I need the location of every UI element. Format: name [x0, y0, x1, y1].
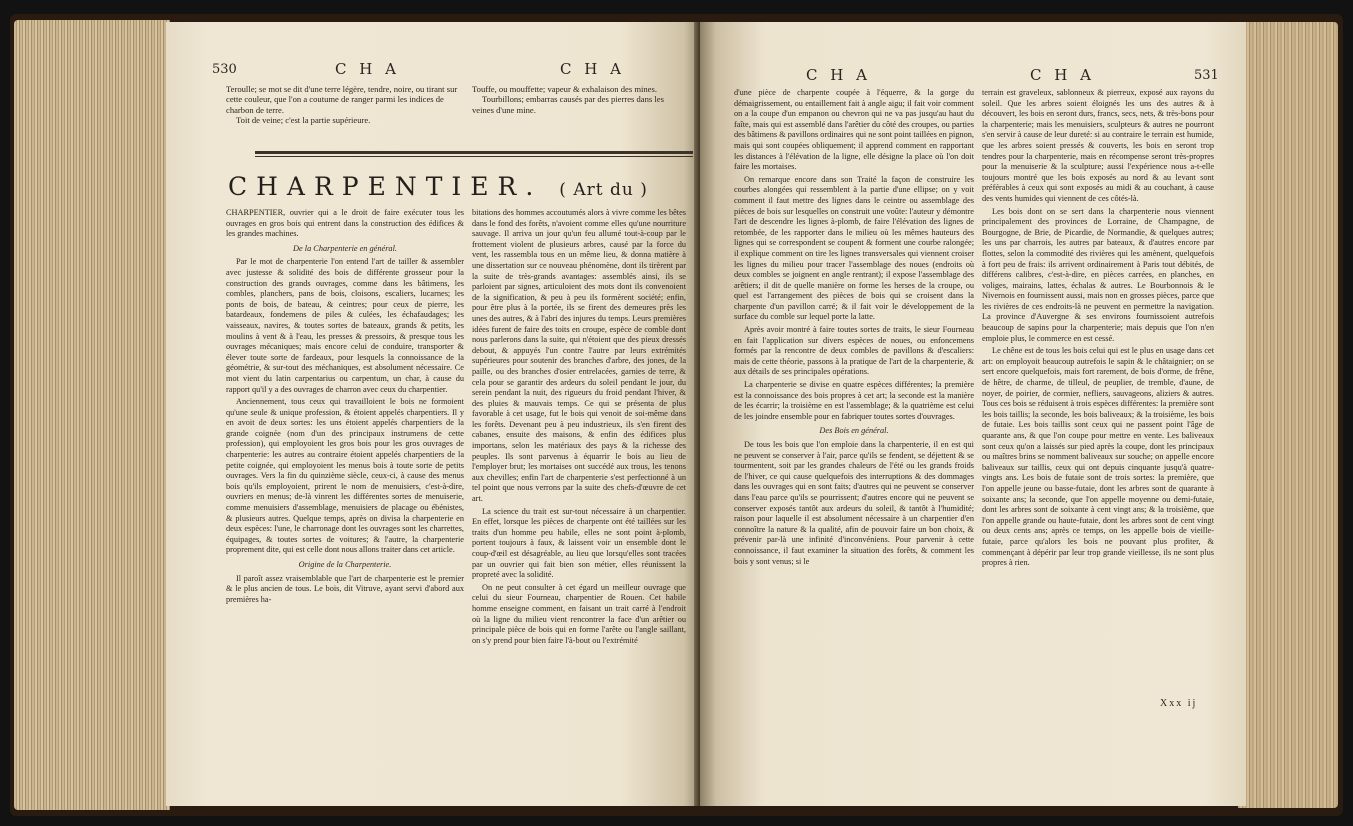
entry-toit-de-veine: Toit de veine; c'est la partie supérieure.: [236, 115, 371, 126]
running-head-right-col2: C H A: [1030, 66, 1095, 84]
title-rule-bottom: [255, 156, 693, 157]
entry-teroulle: Teroulle; se mot se dit d'une terre légère, tendre, noire, ou tirant sur cette couleur, que l'on a coutume de ranger parmi les indices de charbon de terre.: [226, 84, 458, 115]
signature-mark: Xxx ij: [1160, 698, 1198, 709]
entry-touffe: Touffe, ou mouffette; vapeur & exhalaison des mines.: [472, 84, 657, 94]
article-title-text: CHARPENTIER.: [228, 172, 543, 201]
section-heading-general: De la Charpenterie en général.: [293, 243, 397, 253]
paragraph: Il paroît assez vraisemblable que l'art de charpenterie est le premier & le plus ancien de tous. Le bois, dit Vitruve, ayant servi d'abord aux premières ha-: [226, 573, 464, 604]
paragraph: La science du trait est sur-tout nécessaire à un charpentier. En effet, lorsque les pièces de charpente ont été taillées sur les traits d'un homme peu habile, elles ne sont point à-plomb, portent toujours à faux, & laissent voir un ensemble dont le coup-d'œil est désagréable, au lieu que lorsqu'elles sont tracées par un ouvrier qui fait bien son métier, elles réunissent la propreté avec la solidité.: [472, 506, 686, 580]
page-number-left: 530: [212, 62, 237, 77]
running-head-left-col1: C H A: [335, 60, 400, 78]
paragraph: On ne peut consulter à cet égard un meilleur ouvrage que celui du sieur Fourneau, charpentier de Rouen. Cet habile homme enseigne comment, en faisant un trait carré à l'endroit où la ligne du milieu vient rencontrer la face d'un arêtier ou principale pièce de bois qui en forme l'arête ou l'angle saillant, on s'y prend pour bien faire l'à-bout ou l'extrémité: [472, 582, 686, 645]
article-title: [228, 172, 698, 201]
paragraph: La charpenterie se divise en quatre espèces différentes; la première est la connoissance des bois propres à cet art; la seconde est la manière de les écarrir; la troisième en est l'assemblage; & la quatrième est celui de les joindre ensemble pour en fabriquer toutes sortes d'ouvrages.: [734, 380, 974, 421]
paragraph: terrain est graveleux, sablonneux & pierreux, exposé aux rayons du soleil. Que les arbres soient éloignés les uns des autres & à découvert, les bois en seront durs, francs, secs, nets, & très-bons pour la charpenterie; mais les menuisiers, sculpteurs & autres ne pourront s'en servir à cause de leur dureté: si au contraire le terrain est humide, que les arbres soient pressés & couverts, les bois en seront trop tendres pour la charpenterie, mais en récompense seront très-propres pour la menuiserie & la sculpture; aussi l'expérience nous a-t-elle toujours montré que les bois exposés au nord & au levant sont préférables à ceux qui sont exposés au midi & au couchant, à cause des vents humides qui viennent de ces côtés-là.: [982, 88, 1214, 203]
title-rule-top: [255, 151, 693, 154]
right-page-column-2: [982, 88, 1214, 694]
article-subtitle: ( Art du ): [559, 180, 648, 200]
paragraph: Après avoir montré à faire toutes sortes de traits, le sieur Fourneau en fait l'application sur divers espèces de noues, ou enfoncemens formés par la rencontre de deux combles de pavillons & d'escaliers: mais de cette théorie, passons à la pratique de l'art de la charpenterie, & aux détails de ses principales opérations.: [734, 325, 974, 377]
right-page-column-1: [734, 88, 974, 708]
entry-tourbillons: Tourbillons; embarras causés par des pierres dans les veines d'une mine.: [472, 94, 664, 115]
left-page-column-1: [226, 208, 464, 678]
left-page-column-2: [472, 208, 686, 678]
paragraph: De tous les bois que l'on emploie dans la charpenterie, il en est qui ne peuvent se conserver à l'air, parce qu'ils se fendent, se déjettent & se tourmentent, soit par les grandes chaleurs de l'été ou les grands froids de l'hiver, ce qui cause quelquefois des interruptions & des dommages dans les ouvrages qui en sont faits; d'autres qui ne peuvent se conserver dans l'eau parce qu'ils se pourrissent; d'autres encore qui ne peuvent se conserver exposés tantôt aux ardeurs du soleil, & tantôt à l'humidité; raison pour laquelle il est absolument nécessaire à un charpentier d'en connoître la nature & la qualité, afin de pouvoir faire un bon choix, & prévenir par-là une infinité d'inconvéniens. Pour parvenir à cette connoissance, il faut examiner la situation des forêts, & comment les bois y sont venus; si le: [734, 440, 974, 566]
dictionary-entries-col2: [472, 84, 686, 115]
page-number-right: 531: [1194, 68, 1219, 83]
paragraph: Les bois dont on se sert dans la charpenterie nous viennent principalement des provinces de Lorraine, de Champagne, de Bourgogne, de Brie, de Picardie, de Normandie, & quelques autres; les uns par charrois, les autres par bateaux, & d'autres encore par flottes, selon la commodité des rivières qui les amènent, quelquefois à fort peu de frais: ils arrivent ordinairement à Paris tout débités, de différens calibres, c'est-à-dire, en pièces carrées, en planches, en voliges, mairains, lattes, échalas & autres. Le Bourbonnois & le Nivernois en fournissent aussi, mais non en grosses pièces, parce que les rivières de ces endroits-là ne peuvent en permettre la navigation. La province d'Auvergne & ses environs fournissoient autrefois beaucoup de sapins pour la charpenterie; mais depuis que l'on n'en emploie plus, le commerce en est cessé.: [982, 206, 1214, 343]
paragraph: Par le mot de charpenterie l'on entend l'art de tailler & assembler avec justesse & solidité des bois de différente grosseur pour la construction des grands ouvrages, comme dans les bâtimens, les combles, planchers, pans de bois, cloisons, escaliers, lucarnes; les ponts de bois, de bateau, & ceintres; pour ceux de pierre, les batardeaux, fondemens de piles & culées, les échafaudages; les vaisseaux, navires, & toutes sortes de bateaux, grands & petits, les moulins à vent & à l'eau, les presses & pressoirs, & presque tous les ouvrages mécaniques; mais encore celui de conduire, transporter & élever toute sorte de fardeaux, pour lesquels la connoissance de la géométrie, & sur-tout des méchaniques, est absolument nécessaire. Ce mot vient du latin carpentarius ou carpentum, un char, à cause du rapport qu'il y a des ouvrages de charron avec ceux du charpentier.: [226, 257, 464, 394]
page-edges-right: [1238, 22, 1338, 808]
paragraph: d'une pièce de charpente coupée à l'équerre, & la gorge du démaigrissement, ou entaillement fait à angle aigu; il fait voir comment on a la coupe d'un empanon ou chevron qui ne va pas jusqu'au haut du faîte, mais qui est assemblé dans l'arêtier du côté des croupes, ou parties des bâtimens & pavillons ordinaires qui ne sont point taillées en pignon, mais qui sont coupées obliquement; il apprend comment en rapportant les distances à l'élévation de la ligne, elle désigne la place où l'on doit faire les mortaises.: [734, 88, 974, 172]
section-heading-bois: Des Bois en général.: [819, 426, 889, 436]
paragraph: Le chêne est de tous les bois celui qui est le plus en usage dans cet art: on employoit beaucoup autrefois le sapin & le châtaignier; on se sert encore quelquefois, mais fort rarement, de bois d'orme, de frêne, de hêtre, de charme, de tilleul, de peuplier, de tremble, d'aune, de noyer, de poirier, de cormier, nefliers, sauvageons, aliziers & autres. Tous ces bois se réduisent à trois espèces différentes: la première sont les bois taillis; la seconde, les bois baliveaux; & la troisième, les bois de futaie. Les bois taillis sont ceux qui ne passent point l'âge de quarante ans, & que l'on coupe pour mettre en vente. Les baliveaux sont ceux qu'on a laissés sur pied après la coupe, dont les principaux ou maîtres brins se nomment baliveaux sur souche; on appelle encore baliveaux sur taillis, ceux qui ont depuis cinquante jusqu'à quatre-vingts ans. Les bois de futaie sont de trois sortes: la première, que l'on appelle jeune ou basse-futaie, dont les arbres sont de quarante à soixante ans; la seconde, que l'on appelle moyenne ou demi-futaie, dont les arbres sont de soixante à cent vingt ans; & la troisième, que l'on appelle grande ou haute-futaie, dont les arbres sont de cent vingt ou deux cents ans; après ce temps, on les appelle bois de vieille-futaie, parce qu'alors les bois ne pouvant plus profiter, & commençant à dépérir par leur trop grande vieillesse, ils ne sont plus propres à rien.: [982, 346, 1214, 568]
running-head-right-col1: C H A: [806, 66, 871, 84]
section-heading-origin: Origine de la Charpenterie.: [298, 560, 392, 569]
intro-paragraph: CHARPENTIER, ouvrier qui a le droit de faire exécuter tous les ouvrages en gros bois qui entrent dans la construction des édifices & les grandes machines.: [226, 208, 464, 239]
running-head-left-col2: C H A: [560, 60, 625, 78]
paragraph: Anciennement, tous ceux qui travailloient le bois ne formoient qu'une seule & unique profession, & étoient appelés charpentiers. Il y en avoit de deux sortes: les uns étoient appelés charpentiers de la grande coignée (nom d'un des principaux instrumens de cette profession), qui employoient les gros bois pour les gros ouvrages de charpenterie: les autres au contraire étoient appelés charpentiers de la petite coignée, qui employoient les menus bois à toute sorte de petits ouvrages. Vers la fin du quinzième siècle, ceux-ci, à cause des menus bois qu'ils employoient, prirent le nom de menuisiers, c'est-à-dire, ouvriers en menus; de-là vinrent les différentes sortes de menuiserie, comme menuisiers d'assemblage, menuisiers de placage ou ébénistes, & plusieurs autres. Quelque temps, après on divisa la charpenterie en deux espèces: l'une, le charronage dont les ouvrages sont les charrettes, équipages, & toutes sortes de voitures; & l'autre, la charpenterie proprement dite, qui est celle dont nous allons traiter dans cet article.: [226, 397, 464, 555]
paragraph: bitations des hommes accoutumés alors à vivre comme les bêtes dans le fond des forêts, n'avoient comme elles qu'une nourriture sauvage. Il arriva un jour qu'un feu allumé tout-à-coup par le frottement violent de plusieurs arbres, causé par la force du vent, les rassembla tous en un même lieu, & donna matière à une dissertation sur ce nouveau phénomène, dont ils tirèrent par la suite de très-grands avantages: assemblés ainsi, ils se parloient par signes, articuloient des mots dont ils convenoient de la signification, & peu à peu ils formèrent société; enfin, pour être plus à la portée, ils se firent des demeures près les unes des autres, & à l'abri des injures du temps. Leurs premières idées furent de faire des toits en croupe, espèce de comble dont nous parlerons dans la suite, qui n'étoient que des pieux dressés debout, & appuyés l'un contre l'autre par leurs extrémités supérieures pour soutenir des branches d'arbre, des jones, de la paille, ou des branches d'osier entrelacées, garnies de terre, & cela pour se garantir des ardeurs du soleil pendant le jour, du serein pendant la nuit, des rigueurs du froid pendant l'hiver, & des pluies & mauvais temps. Ce qui se présenta de plus favorable à cet usage, fut le bois qui venoit de soi-même dans les forêts. Devenant peu à peu industrieux, ils s'en firent des cabanes, ensuite des maisons, & enfin des édifices plus importans, selon les matériaux des pays & la richesse des peuples. Ils sont parvenus à équarrir le bois au lieu de l'employer brut; les mortaises ont succédé aux trous, les tenons aux chevilles; enfin l'art de charpenterie s'est perfectionné à un tel point que nous verrons par la suite des chefs-d'œuvre de cet art.: [472, 208, 686, 504]
paragraph: On remarque encore dans son Traité la façon de construire les courbes alongées qui ressemblent à la partie d'une ellipse; on y voit comment il faut mettre des lignes dans le ceintre ou assemblage des pièces de bois sur lesquelles on construit une voûte: l'auteur y démontre l'art de descendre les lignes à-plomb, de faire l'élévation des lignes de retombée, de les rapporter dans le milieu où les mêmes hauteurs des lignes qui se correspondent se coupent & forment une courbe ralongée; il explique comment on tire les lignes transversales qui viennent croiser les lignes du milieu pour tracer l'assemblage des noues (endroits où deux combles se joignent en angle rentrant); il expose l'assemblage des arêtiers; il dit de quelle manière on forme les herses de la croupe, ou quel est l'arrangement des pièces de bois qui se croisent dans la charpente d'un pavillon carré; & il fait voir le développement de la surface du comble sur lequel porte la latte.: [734, 174, 974, 322]
page-edges-left: [14, 20, 170, 810]
dictionary-entries-col1: [226, 84, 466, 126]
